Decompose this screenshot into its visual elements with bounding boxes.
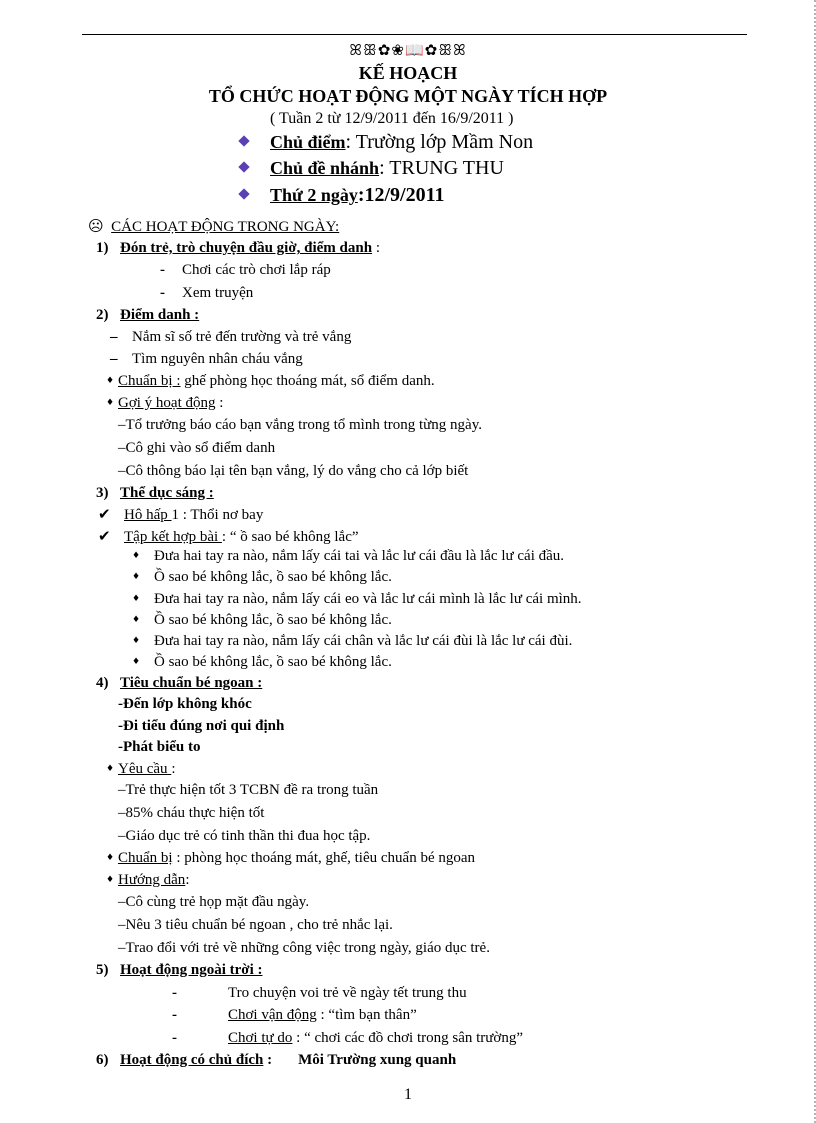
list-item-text: Tìm nguyên nhân cháu vắng xyxy=(132,351,303,367)
document-subtitle: TỔ CHỨC HOẠT ĐỘNG MỘT NGÀY TÍCH HỢP xyxy=(208,86,608,106)
topic-line xyxy=(240,132,533,152)
outdoor-item-text: Tro chuyện voi trẻ về ngày tết trung thu xyxy=(228,985,467,1001)
list-item-text: Xem truyện xyxy=(182,285,254,301)
verse-text: Đưa hai tay ra nào, nắm lấy cái eo và lắc lư cái mình là lắc lư cái mình. xyxy=(154,591,582,607)
diamond-small-icon: ♦ xyxy=(106,875,115,885)
requirement-colon: : xyxy=(171,761,176,777)
section-number: 4) xyxy=(96,675,109,691)
diamond-small-icon: ♦ xyxy=(132,615,141,625)
list-item: –Cô ghi vào sổ điểm danh xyxy=(118,440,276,456)
list-item-text: Cô cùng trẻ họp mặt đầu ngày. xyxy=(125,894,310,910)
list-item: –Cô cùng trẻ họp mặt đầu ngày. xyxy=(118,894,310,910)
prep-line xyxy=(106,371,435,391)
outdoor-item: - Chơi vận động : “tìm bạn thân” xyxy=(172,1007,417,1023)
topic-value: : Trường lớp Mầm Non xyxy=(345,131,534,153)
activities-heading xyxy=(88,216,339,237)
section-number: 2) xyxy=(96,307,109,323)
verse-line xyxy=(132,589,582,609)
branch-value: : TRUNG THU xyxy=(379,157,504,179)
combo-text: : “ ồ sao bé không lắc” xyxy=(221,529,359,545)
section-title: Thể dục sáng : xyxy=(120,485,214,501)
list-item: –85% cháu thực hiện tốt xyxy=(118,805,265,821)
breathing-line xyxy=(98,504,263,525)
page-number: 1 xyxy=(404,1086,412,1103)
day-line xyxy=(240,185,445,205)
guide-label: Hướng dẫn xyxy=(118,872,186,888)
diamond-small-icon: ♦ xyxy=(132,572,141,582)
section-title: Tiêu chuẩn bé ngoan : xyxy=(120,675,263,691)
activities-heading-text: CÁC HOẠT ĐỘNG TRONG NGÀY: xyxy=(111,219,340,235)
prep-label: Chuẩn bị : xyxy=(118,373,181,389)
verse-line xyxy=(132,652,392,672)
diamond-bullet-icon xyxy=(238,161,249,172)
section-number: 6) xyxy=(96,1052,109,1068)
guide-line xyxy=(106,393,223,413)
diamond-small-icon: ♦ xyxy=(106,398,115,408)
criterion-item: -Đi tiểu đúng nơi qui định xyxy=(118,718,285,734)
checkmark-icon: ✔ xyxy=(98,505,111,523)
outdoor-item-label: Chơi vận động xyxy=(228,1007,317,1023)
list-item: - Chơi các trò chơi lắp ráp xyxy=(160,262,331,278)
verse-text: Đưa hai tay ra nào, nắm lấy cái chân và lắc lư cái đùi là lắc lư cái đùi. xyxy=(154,633,573,649)
list-item: - Xem truyện xyxy=(160,285,254,301)
prep-text: ghế phòng học thoáng mát, sổ điểm danh. xyxy=(180,373,435,389)
day-label: Thứ 2 ngày xyxy=(270,185,358,205)
guide-colon: : xyxy=(185,872,190,888)
header-rule xyxy=(82,34,747,35)
criterion-item: -Đến lớp không khóc xyxy=(118,696,252,712)
verse-line xyxy=(132,546,564,566)
list-item: –Giáo dục trẻ có tinh thần thi đua học tập. xyxy=(118,828,371,844)
section-title: Điểm danh : xyxy=(120,307,200,323)
criterion-item: -Phát biểu to xyxy=(118,739,201,755)
list-item: – Nắm sĩ số trẻ đến trường và trẻ vắng xyxy=(110,329,352,345)
list-item: –Nêu 3 tiêu chuẩn bé ngoan , cho trẻ nhắc lại. xyxy=(118,917,393,933)
outdoor-item: - Tro chuyện voi trẻ về ngày tết trung thu xyxy=(172,985,467,1001)
verse-text: Ồ sao bé không lắc, ồ sao bé không lắc. xyxy=(154,569,392,585)
outdoor-item-label: Chơi tự do xyxy=(228,1030,293,1046)
outdoor-item-text: : “ chơi các đồ chơi trong sân trường” xyxy=(292,1030,524,1046)
diamond-small-icon: ♦ xyxy=(132,594,141,604)
section-value: Môi Trường xung quanh xyxy=(298,1052,457,1068)
breathing-text: 1 : Thổi nơ bay xyxy=(171,507,264,523)
section-1-heading xyxy=(96,238,380,258)
section-title: Hoạt động có chủ đích xyxy=(120,1052,264,1068)
section-2-heading xyxy=(96,305,199,325)
diamond-small-icon: ♦ xyxy=(106,853,115,863)
list-item-text: Giáo dục trẻ có tinh thần thi đua học tập. xyxy=(125,828,371,844)
list-item-text: Nắm sĩ số trẻ đến trường và trẻ vắng xyxy=(132,329,352,345)
verse-line xyxy=(132,610,392,630)
diamond-small-icon: ♦ xyxy=(132,636,141,646)
section-3-heading xyxy=(96,483,214,503)
list-item-text: Chơi các trò chơi lắp ráp xyxy=(182,262,331,278)
guide-colon: : xyxy=(215,395,224,411)
verse-line xyxy=(132,567,392,587)
diamond-small-icon: ♦ xyxy=(106,764,115,774)
list-item-text: Trao đổi với trẻ về những công việc trong ngày, giáo dục trẻ. xyxy=(125,940,490,956)
verse-text: Ồ sao bé không lắc, ồ sao bé không lắc. xyxy=(154,612,392,628)
list-item: –Trao đổi với trẻ về những công việc trong ngày, giáo dục trẻ. xyxy=(118,940,490,956)
diamond-small-icon: ♦ xyxy=(132,551,141,561)
verse-line xyxy=(132,631,572,651)
frown-face-icon: ☹ xyxy=(88,217,104,235)
ornament-line: ꕤꕥ✿❀📖✿ꕥꕤ xyxy=(349,41,467,59)
list-item: –Cô thông báo lại tên bạn vắng, lý do vắng cho cả lớp biết xyxy=(118,463,469,479)
diamond-small-icon: ♦ xyxy=(132,657,141,667)
section-5-heading xyxy=(96,960,262,980)
section-title: Hoạt động ngoài trời : xyxy=(120,962,263,978)
prep-text: : phòng học thoáng mát, ghế, tiêu chuẩn bé ngoan xyxy=(172,850,476,866)
section-number: 3) xyxy=(96,485,109,501)
branch-line xyxy=(240,158,504,178)
requirement-label: Yêu cầu xyxy=(118,761,172,777)
guide-label: Gợi ý hoạt động xyxy=(118,395,216,411)
section-number: 1) xyxy=(96,240,109,256)
diamond-bullet-icon xyxy=(238,188,249,199)
list-item: –Tổ trưởng báo cáo bạn vắng trong tổ mình trong từng ngày. xyxy=(118,417,482,433)
list-item-text: 85% cháu thực hiện tốt xyxy=(125,805,265,821)
list-item-text: Cô ghi vào sổ điểm danh xyxy=(125,440,276,456)
section-4-heading xyxy=(96,673,262,693)
outdoor-item: - Chơi tự do : “ chơi các đồ chơi trong sân trường” xyxy=(172,1030,524,1046)
list-item: – Tìm nguyên nhân cháu vắng xyxy=(110,351,303,367)
section-title: Đón trẻ, trò chuyện đầu giờ, điểm danh xyxy=(120,240,373,256)
verse-text: Ồ sao bé không lắc, ồ sao bé không lắc. xyxy=(154,654,392,670)
day-value: :12/9/2011 xyxy=(357,184,445,206)
branch-label: Chủ đề nhánh xyxy=(270,158,380,178)
guide-line xyxy=(106,870,189,890)
list-item-text: Tổ trưởng báo cáo bạn vắng trong tổ mình trong từng ngày. xyxy=(125,417,482,433)
diamond-small-icon: ♦ xyxy=(106,376,115,386)
list-item-text: Trẻ thực hiện tốt 3 TCBN đề ra trong tuần xyxy=(125,782,379,798)
prep-line xyxy=(106,848,475,868)
list-item-text: Cô thông báo lại tên bạn vắng, lý do vắng cho cả lớp biết xyxy=(125,463,469,479)
topic-label: Chủ điểm xyxy=(270,132,346,152)
checkmark-icon: ✔ xyxy=(98,527,111,545)
document-title: KẾ HOẠCH xyxy=(358,63,458,83)
combo-exercise-line xyxy=(98,526,359,547)
section-number: 5) xyxy=(96,962,109,978)
prep-label: Chuẩn bị xyxy=(118,850,173,866)
section-colon: : xyxy=(372,240,380,256)
list-item: –Trẻ thực hiện tốt 3 TCBN đề ra trong tuần xyxy=(118,782,379,798)
section-colon: : xyxy=(263,1052,273,1068)
combo-label: Tập kết hợp bài xyxy=(124,529,222,545)
outdoor-item-text: : “tìm bạn thân” xyxy=(316,1007,417,1023)
breathing-label: Hô hấp xyxy=(124,507,172,523)
verse-text: Đưa hai tay ra nào, nắm lấy cái tai và lắc lư cái đầu là lắc lư cái đầu. xyxy=(154,548,565,564)
section-6-heading xyxy=(96,1050,456,1070)
requirement-line xyxy=(106,759,175,779)
week-range: ( Tuần 2 từ 12/9/2011 đến 16/9/2011 ) xyxy=(270,110,514,127)
list-item-text: Nêu 3 tiêu chuẩn bé ngoan , cho trẻ nhắc lại. xyxy=(125,917,393,933)
diamond-bullet-icon xyxy=(238,135,249,146)
